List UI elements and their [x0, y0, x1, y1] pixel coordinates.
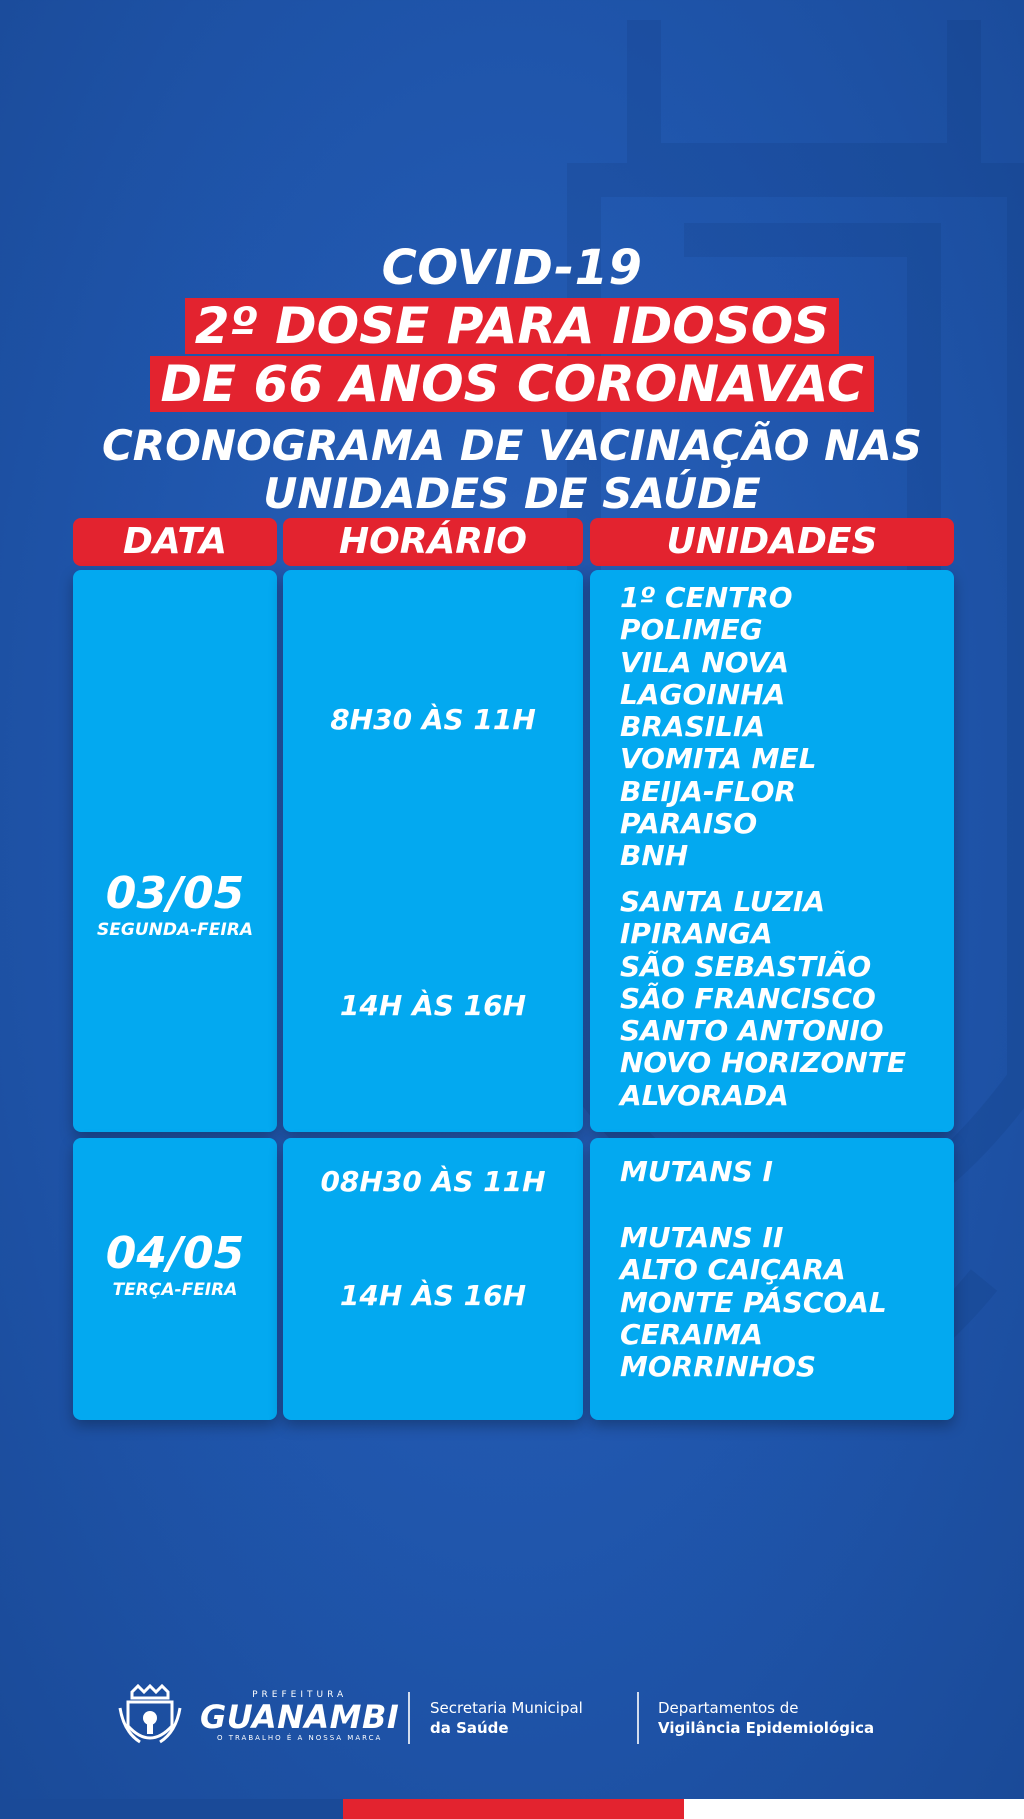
row1-time-cell [283, 570, 583, 1132]
subtitle-line1: CRONOGRAMA DE VACINAÇÃO NAS [101, 421, 923, 470]
footer-divider [637, 1692, 639, 1744]
unit-item: SANTA LUZIA [620, 885, 826, 918]
bar-segment-white [684, 1799, 1024, 1819]
unit-item: BNH [620, 839, 689, 873]
brand-name: GUANAMBI [200, 1698, 400, 1736]
unit-item: VOMITA MEL [620, 742, 817, 776]
unit-item: POLIMEG [620, 613, 763, 647]
secretaria-label [430, 1698, 583, 1738]
row1-day: SEGUNDA-FEIRA [97, 920, 253, 940]
unit-item: LAGOINHA [620, 677, 786, 711]
row2-units-cell [590, 1138, 954, 1420]
bottom-color-bar [0, 1799, 1024, 1819]
row2-date-cell [73, 1138, 277, 1420]
unit-item: ALTO CAIÇARA [620, 1253, 846, 1287]
brand-tagline: O TRABALHO É A NOSSA MARCA [216, 1734, 383, 1742]
row2-units-slot1 [620, 1156, 773, 1188]
bar-segment-blue [0, 1799, 343, 1819]
title-block [0, 240, 1024, 518]
unit-item: IPIRANGA [620, 917, 773, 951]
departamento-label [658, 1698, 874, 1738]
bar-segment-red [343, 1799, 684, 1819]
row2-day: TERÇA-FEIRA [112, 1280, 238, 1300]
title-dose: 2º DOSE PARA IDOSOS [185, 298, 839, 354]
secretaria-line2: da Saúde [430, 1719, 509, 1737]
departamento-line2: Vigilância Epidemiológica [658, 1719, 875, 1737]
row1-units-cell [590, 570, 954, 1132]
title-covid: COVID-19 [381, 240, 643, 296]
row2-date: 04/05 [105, 1228, 245, 1279]
unit-item: MUTANS II [620, 1221, 784, 1254]
row1-units-slot1 [620, 582, 816, 873]
row1-time-slot2: 14H ÀS 16H [339, 989, 527, 1022]
unit-item: BEIJA-FLOR [620, 774, 796, 808]
row1-date-cell [73, 570, 277, 1132]
row1-time-slot1: 8H30 ÀS 11H [330, 703, 536, 736]
unit-item: MONTE PÁSCOAL [620, 1285, 887, 1319]
header-unidades: UNIDADES [590, 518, 954, 566]
prefeitura-brand [200, 1690, 399, 1743]
header-data: DATA [73, 518, 277, 566]
row2-time-cell [283, 1138, 583, 1420]
row1-date: 03/05 [105, 868, 245, 919]
unit-item: MUTANS I [620, 1155, 773, 1188]
unit-item: CERAIMA [620, 1317, 763, 1351]
subtitle-line2: UNIDADES DE SAÚDE [263, 469, 761, 518]
header-horario: HORÁRIO [283, 518, 583, 566]
unit-item: 1º CENTRO [620, 581, 793, 614]
footer-divider [408, 1692, 410, 1744]
title-age-vaccine: DE 66 ANOS CORONAVAC [150, 356, 873, 412]
unit-item: VILA NOVA [620, 645, 790, 679]
unit-item: PARAISO [620, 807, 758, 841]
unit-item: NOVO HORIZONTE [620, 1046, 906, 1080]
secretaria-line1: Secretaria Municipal [430, 1699, 583, 1717]
footer [0, 1680, 1024, 1760]
brand-top: PREFEITURA [252, 1690, 348, 1700]
unit-item: SANTO ANTONIO [620, 1014, 884, 1048]
unit-item: BRASILIA [620, 710, 766, 744]
row2-time-slot2: 14H ÀS 16H [339, 1279, 527, 1312]
row1-units-slot2 [620, 886, 906, 1112]
unit-item: ALVORADA [620, 1078, 789, 1112]
row2-time-slot1: 08H30 ÀS 11H [320, 1165, 546, 1198]
row2-units-slot2 [620, 1222, 887, 1383]
city-coat-of-arms-icon [118, 1682, 182, 1754]
unit-item: SÃO FRANCISCO [620, 981, 876, 1015]
departamento-line1: Departamentos de [658, 1699, 799, 1717]
unit-item: MORRINHOS [620, 1350, 817, 1384]
unit-item: SÃO SEBASTIÃO [620, 949, 872, 983]
